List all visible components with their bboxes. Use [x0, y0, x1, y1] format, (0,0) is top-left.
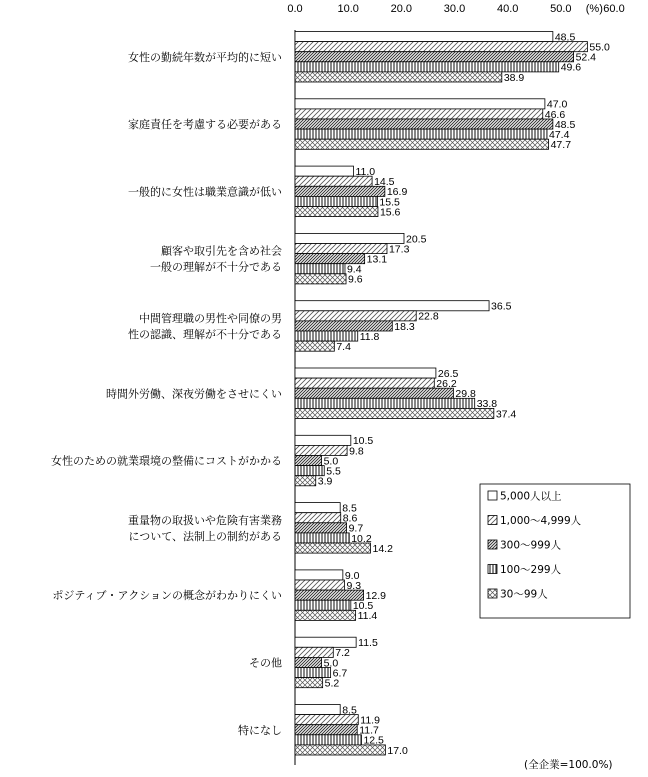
data-label: 36.5 — [491, 300, 512, 313]
bar — [295, 311, 416, 321]
bar — [295, 378, 434, 388]
category-label: 重量物の取扱いや危険有害業務 — [128, 513, 282, 527]
bar — [295, 570, 343, 580]
data-label: 17.3 — [388, 243, 410, 256]
bar — [295, 186, 385, 196]
data-label: 48.5 — [554, 31, 576, 44]
data-label: 9.8 — [349, 445, 364, 458]
data-label: 13.1 — [366, 253, 388, 266]
bar — [295, 388, 453, 398]
bar — [295, 435, 351, 445]
legend-label: 30～99人 — [500, 588, 548, 601]
data-label: 10.2 — [351, 532, 372, 545]
legend-label: 300～999人 — [500, 539, 562, 552]
category-label: 女性のための就業環境の整備にコストがかかる — [51, 454, 282, 468]
category-label: 一般的に女性は職業意識が低い — [128, 185, 282, 199]
data-label: 16.9 — [386, 186, 408, 199]
data-label: 9.4 — [346, 263, 362, 276]
data-label: 20.5 — [405, 233, 427, 246]
data-label: 14.5 — [374, 176, 395, 189]
bar — [295, 129, 547, 139]
bar — [295, 408, 494, 418]
data-label: 29.8 — [455, 388, 476, 401]
data-label: 47.4 — [549, 129, 570, 141]
bar — [295, 32, 553, 42]
data-label: 49.6 — [560, 61, 582, 74]
bar — [295, 264, 345, 274]
category-label: 家庭責任を考慮する必要がある — [128, 118, 282, 132]
data-label: 10.5 — [352, 435, 374, 448]
bar — [295, 274, 346, 284]
bar — [295, 52, 574, 62]
data-label: 9.7 — [348, 522, 364, 535]
data-label: 37.4 — [495, 408, 517, 421]
bar — [295, 166, 353, 176]
data-label: 9.3 — [346, 579, 362, 592]
x-tick-label: 50.0 — [550, 3, 572, 15]
data-label: 15.6 — [379, 206, 401, 219]
bar — [295, 368, 436, 378]
category-label: その他 — [249, 656, 282, 670]
data-label: 5.0 — [323, 657, 339, 670]
data-label: 8.5 — [342, 704, 357, 717]
legend-label: 5,000人以上 — [500, 490, 562, 503]
data-label: 11.7 — [359, 724, 379, 737]
bar — [295, 610, 356, 620]
bar — [295, 580, 344, 590]
data-label: 12.9 — [365, 590, 387, 602]
data-label: 5.5 — [326, 465, 341, 478]
bar — [295, 476, 316, 486]
bar — [295, 678, 323, 688]
x-tick-label: 30.0 — [443, 3, 466, 15]
bar — [295, 254, 365, 264]
bar — [295, 445, 347, 455]
bar — [295, 513, 341, 523]
bar — [295, 244, 387, 254]
x-tick-label: 0.0 — [287, 3, 303, 15]
bar — [295, 196, 377, 206]
data-label: 11.8 — [359, 330, 380, 343]
total-note: (全企業=100.0%) — [524, 759, 613, 771]
data-label: 11.9 — [360, 714, 380, 727]
legend-label: 100～299人 — [500, 564, 562, 576]
legend-swatch — [488, 565, 497, 574]
data-label: 5.0 — [323, 455, 339, 468]
legend-swatch — [488, 589, 497, 598]
data-label: 11.0 — [355, 166, 376, 178]
bar — [295, 657, 322, 667]
x-tick-label: 40.0 — [496, 3, 519, 15]
data-label: 46.6 — [544, 108, 566, 121]
data-label: 15.5 — [379, 196, 400, 209]
data-label: 7.4 — [336, 341, 351, 353]
data-label: 26.2 — [436, 378, 457, 390]
bar — [295, 523, 347, 533]
data-label: 8.5 — [342, 502, 357, 515]
bar — [295, 735, 361, 745]
bar — [295, 62, 559, 72]
data-label: 12.5 — [363, 734, 384, 747]
x-tick-label: 10.0 — [337, 3, 359, 15]
category-label: 中間管理職の男性や同僚の男 — [139, 311, 282, 325]
data-label: 10.5 — [352, 600, 374, 613]
bar — [295, 466, 324, 476]
bar — [295, 725, 357, 735]
data-label: 17.0 — [387, 744, 408, 757]
bar — [295, 456, 322, 466]
category-label: 顧客や取引先を含め社会 — [161, 244, 282, 258]
data-label: 7.2 — [335, 647, 350, 660]
bar — [295, 119, 553, 129]
legend-swatch — [488, 540, 497, 549]
data-label: 11.5 — [358, 637, 378, 650]
bar — [295, 705, 340, 715]
data-label: 33.8 — [476, 398, 498, 411]
category-label: ポジティブ・アクションの概念がわかりにくい — [52, 589, 282, 603]
bar — [295, 647, 333, 657]
bar — [295, 331, 358, 341]
data-label: 3.9 — [317, 475, 333, 488]
category-label: 一般の理解が不十分である — [150, 260, 282, 274]
category-label: 特になし — [238, 723, 282, 737]
bar — [295, 99, 545, 109]
bar — [295, 600, 351, 610]
data-label: 22.8 — [418, 310, 439, 323]
bar — [295, 533, 349, 543]
data-label: 9.0 — [344, 569, 360, 582]
data-label: 6.7 — [332, 667, 348, 680]
data-label: 11.4 — [357, 610, 378, 623]
bar — [295, 42, 587, 52]
category-label: 女性の勤続年数が平均的に短い — [128, 50, 282, 64]
bar — [295, 503, 340, 513]
data-label: 5.2 — [324, 677, 340, 690]
data-label: 14.2 — [372, 542, 393, 555]
data-label: 26.5 — [437, 367, 459, 380]
data-label: 47.7 — [550, 139, 572, 152]
category-label: について、法制上の制約がある — [128, 529, 282, 543]
data-label: 9.6 — [348, 273, 363, 286]
unit-label: (%) — [585, 3, 603, 15]
category-label: 時間外労働、深夜労働をさせにくい — [106, 387, 282, 401]
bar — [295, 109, 543, 119]
bar — [295, 207, 378, 217]
data-label: 38.9 — [503, 71, 525, 84]
x-tick-label: 20.0 — [390, 3, 413, 15]
legend-swatch — [488, 491, 497, 500]
bar — [295, 321, 392, 331]
bar — [295, 301, 489, 311]
bar — [295, 139, 549, 149]
data-label: 55.0 — [589, 41, 610, 54]
bar — [295, 398, 475, 408]
bar — [295, 637, 356, 647]
category-label: 性の認識、理解が不十分である — [128, 327, 282, 341]
legend — [480, 484, 630, 618]
data-label: 8.6 — [342, 512, 358, 525]
bar — [295, 72, 502, 82]
legend-label: 1,000～4,999人 — [500, 515, 582, 527]
x-tick-label: 60.0 — [603, 3, 625, 15]
bar — [295, 233, 404, 243]
data-label: 18.3 — [394, 320, 415, 333]
legend-swatch — [488, 516, 497, 525]
bar — [295, 341, 334, 351]
data-label: 52.4 — [575, 51, 597, 64]
data-label: 48.5 — [554, 118, 576, 131]
data-label: 47.0 — [546, 98, 568, 111]
